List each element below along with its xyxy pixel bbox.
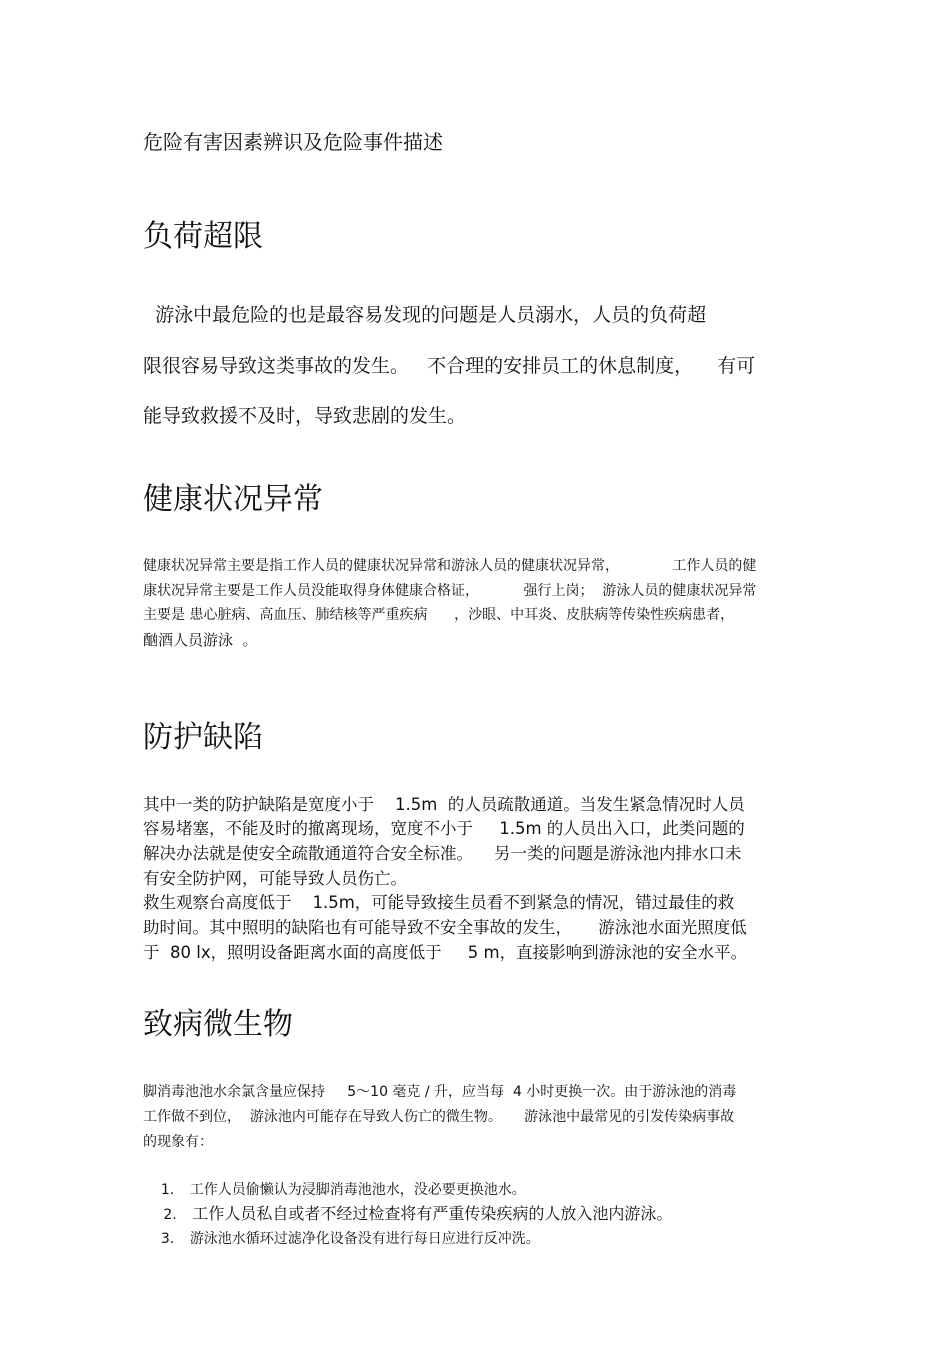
paragraph-line: 工作做不到位， 游泳池内可能存在导致人伤亡的微生物。 游泳池中最常见的引发传染病事故 — [143, 1109, 735, 1125]
paragraph-line: 脚消毒池池水余氯含量应保持 5～10 毫克 / 升，应当每 4 小时更换一次。由于游泳池的消毒 — [143, 1084, 737, 1100]
list-item-text: 工作人员私自或者不经过检查将有严重传染疾病的人放入池内游泳。 — [192, 1204, 673, 1223]
paragraph-line: 主要是 患心脏病、高血压、肺结核等严重疾病 ，沙眼、中耳炎、皮肤病等传染性疾病患者， — [143, 607, 735, 623]
paragraph-line: 酗酒人员游泳 。 — [143, 631, 258, 649]
list-item-text: 游泳池水循环过滤净化设备没有进行每日应进行反冲洗。 — [189, 1231, 540, 1247]
paragraph-line: 容易堵塞，不能及时的撤离现场，宽度不小于 1.5m 的人员出入口，此类问题的 — [143, 819, 745, 838]
section-heading-overload: 负荷超限 — [143, 219, 263, 254]
paragraph-line: 救生观察台高度低于 1.5m，可能导致接生员看不到紧急的情况，错过最佳的救 — [143, 893, 735, 912]
paragraph-line: 健康状况异常主要是指工作人员的健康状况异常和游泳人员的健康状况异常， 工作人员的健 — [143, 558, 757, 574]
section-heading-pathogens: 致病微生物 — [143, 1007, 293, 1042]
paragraph-line: 于 80 lx，照明设备距离水面的高度低于 5 m，直接影响到游泳池的安全水平。 — [143, 943, 748, 962]
paragraph-line: 助时间。其中照明的缺陷也有可能导致不安全事故的发生， 游泳池水面光照度低 — [143, 918, 747, 937]
paragraph-line: 限很容易导致这类事故的发生。 不合理的安排员工的休息制度， 有可 — [143, 355, 756, 377]
paragraph-line: 游泳中最危险的也是最容易发现的问题是人员溺水，人员的负荷超 — [143, 304, 707, 326]
list-item-number: 2. — [163, 1207, 177, 1223]
paragraph-line: 有安全防护网，可能导致人员伤亡。 — [143, 869, 407, 888]
paragraph-line: 其中一类的防护缺陷是宽度小于 1.5m 的人员疏散通道。当发生紧急情况时人员 — [143, 795, 745, 814]
paragraph-line: 能导致救援不及时，导致悲剧的发生。 — [143, 405, 467, 427]
section-heading-health: 健康状况异常 — [143, 482, 323, 517]
paragraph-line: 解决办法就是使安全疏散通道符合安全标准。 另一类的问题是游泳池内排水口未 — [143, 844, 742, 863]
list-item-text: 工作人员偷懒认为浸脚消毒池池水，没必要更换池水。 — [189, 1182, 526, 1198]
list-item-number: 3. — [160, 1231, 175, 1247]
list-item-number: 1. — [160, 1182, 175, 1198]
paragraph-line: 康状况异常主要是工作人员没能取得身体健康合格证， 强行上岗； 游泳人员的健康状况异常 — [143, 583, 757, 599]
list-item — [143, 1209, 540, 1269]
document-title: 危险有害因素辨识及危险事件描述 — [143, 130, 443, 154]
paragraph-line: 的现象有： — [143, 1134, 213, 1150]
section-heading-protection: 防护缺陷 — [143, 720, 263, 755]
